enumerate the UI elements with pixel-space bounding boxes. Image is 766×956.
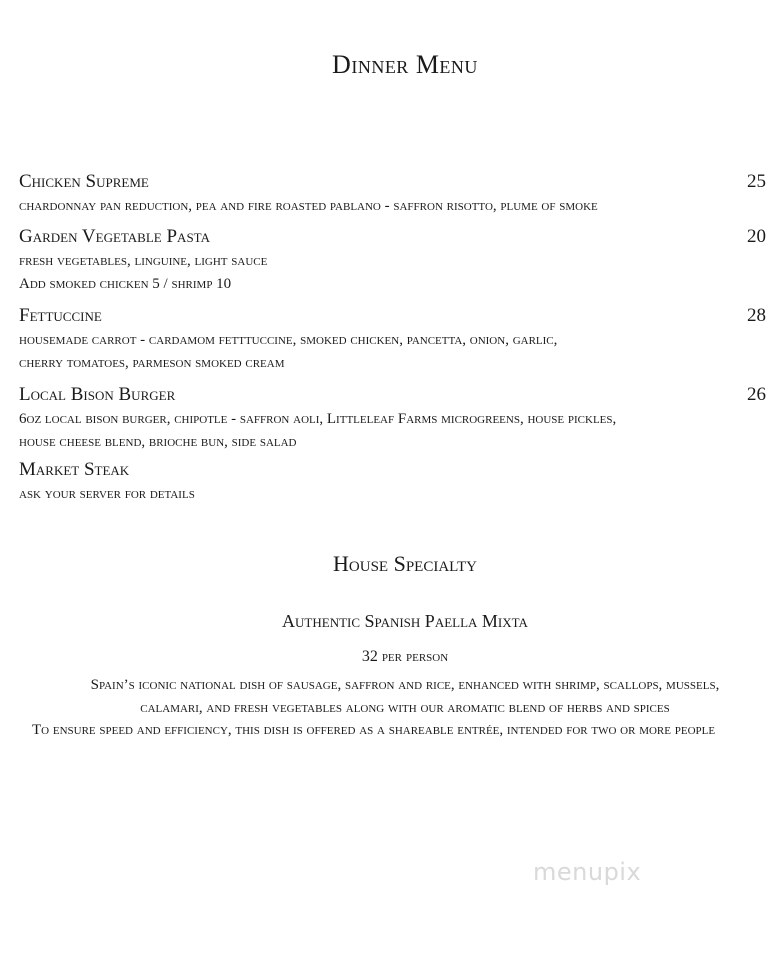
item-name bbox=[19, 382, 766, 408]
item-name-text: Chicken Supreme bbox=[19, 171, 149, 192]
item-description: fresh vegetables, linguine, light sauce bbox=[19, 253, 268, 269]
item-name-text: Garden Vegetable Pasta bbox=[19, 226, 210, 247]
specialty-name: Authentic Spanish Paella Mixta bbox=[282, 611, 528, 631]
item-description: chardonnay pan reduction, pea and fire roasted pablano - saffron risotto, plume of smoke bbox=[19, 198, 598, 214]
item-description: 6oz local bison burger, chipotle - saffron aoli, Littleleaf Farms microgreens, house pickles, bbox=[19, 411, 617, 427]
specialty-note: To ensure speed and efficiency, this dish is offered as a shareable entrée, intended for two or more people bbox=[32, 722, 716, 738]
item-price: 20 bbox=[747, 226, 766, 247]
item-price: 26 bbox=[747, 384, 766, 405]
item-name bbox=[19, 169, 766, 195]
item-name bbox=[19, 224, 766, 250]
menu-item-local-bison-burger bbox=[19, 382, 766, 454]
item-description: cherry tomatoes, parmeson smoked cream bbox=[19, 355, 285, 371]
menu-item-chicken-supreme bbox=[19, 169, 766, 218]
menu-item-fettuccine bbox=[19, 303, 766, 375]
section-title: House Specialty bbox=[333, 551, 477, 576]
page-title: Dinner Menu bbox=[332, 50, 478, 79]
item-name-text: Local Bison Burger bbox=[19, 384, 176, 405]
menu-item-market-steak bbox=[19, 457, 766, 506]
menu-item-garden-vegetable-pasta bbox=[19, 224, 766, 296]
specialty-description: Spain’s iconic national dish of sausage, saffron and rice, enhanced with shrimp, scallops, mussels, bbox=[90, 677, 720, 693]
item-name bbox=[19, 457, 766, 483]
watermark-logo: menupix bbox=[533, 858, 642, 886]
item-price: 28 bbox=[747, 305, 766, 326]
item-description: housemade carrot - cardamom fetttuccine, smoked chicken, pancetta, onion, garlic, bbox=[19, 332, 558, 348]
item-description: house cheese blend, brioche bun, side salad bbox=[19, 434, 297, 450]
item-name-text: Fettuccine bbox=[19, 305, 102, 326]
item-description: ask your server for details bbox=[19, 486, 195, 502]
item-name bbox=[19, 303, 766, 329]
item-addon: Add smoked chicken 5 / shrimp 10 bbox=[19, 276, 232, 292]
specialty-description: calamari, and fresh vegetables along with our aromatic blend of herbs and spices bbox=[140, 700, 670, 716]
item-price: 25 bbox=[747, 171, 766, 192]
item-name-text: Market Steak bbox=[19, 459, 130, 480]
specialty-price: 32 per person bbox=[361, 648, 449, 665]
